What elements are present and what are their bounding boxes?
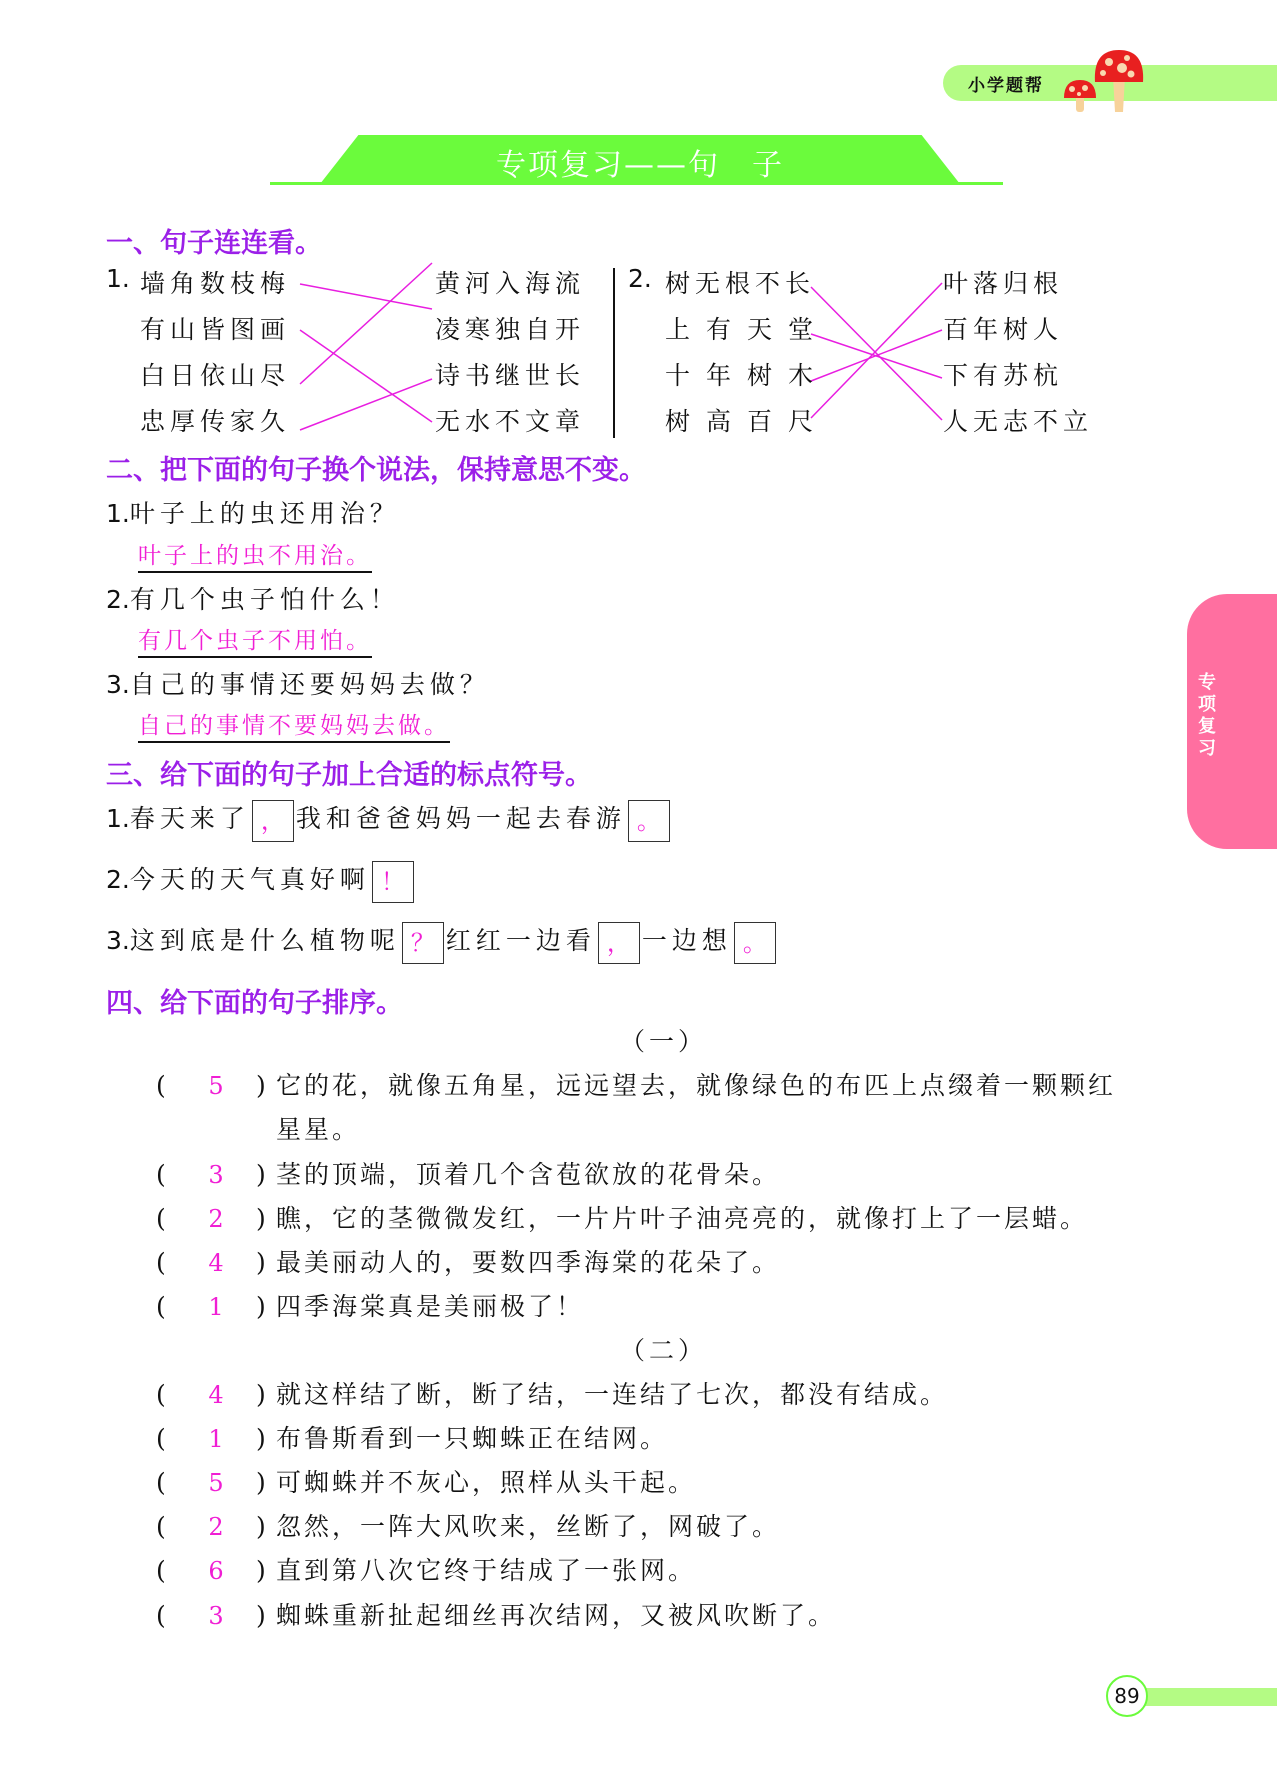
rewrite-answer-1[interactable]: 叶子上的虫不用治。 [138,537,372,573]
section2-heading: 二、把下面的句子换个说法，保持意思不变。 [106,455,646,486]
match2-left-0: 树无根不长 [665,269,816,298]
page-title: 专项复习——句 子 [496,148,784,183]
match1-left-1: 有山皆图画 [140,315,291,344]
match-lines [0,0,1277,460]
match1-right-3: 无水不文章 [435,407,586,436]
section4-heading: 四、给下面的句子排序。 [106,988,403,1019]
order-group-2-label: （二） [620,1336,708,1365]
match2-right-1: 百年树人 [943,315,1064,344]
order-number[interactable]: 4 [208,1249,224,1277]
order-row: ( 6 ) 直到第八次它终于结成了一张网。 [156,1556,697,1585]
punct-box[interactable]: ？ [402,922,444,964]
match2-left-2: 十年树木 [665,361,830,390]
punct-item-2: 2.今天的天气真好啊 ！ [106,860,416,903]
order-number[interactable]: 2 [208,1205,224,1233]
rewrite-question-2: 2.有几个虫子怕什么！ [106,585,400,614]
match1-number: 1. [106,264,130,293]
rewrite-answer-2[interactable]: 有几个虫子不用怕。 [138,622,372,658]
order-number[interactable]: 1 [208,1425,224,1453]
order-row: ( 4 ) 最美丽动人的，要数四季海棠的花朵了。 [156,1248,781,1277]
match2-number: 2. [628,264,652,293]
punct-box[interactable]: ， [252,800,294,842]
order-number[interactable]: 5 [208,1469,224,1497]
section3-heading: 三、给下面的句子加上合适的标点符号。 [106,760,592,791]
match1-right-1: 凌寒独自开 [435,315,586,344]
punct-box[interactable]: 。 [734,922,776,964]
match1-left-0: 墙角数枝梅 [140,269,291,298]
match1-left-3: 忠厚传家久 [140,407,291,436]
section1-heading: 一、句子连连看。 [106,228,322,259]
order-row: ( 3 ) 茎的顶端，顶着几个含苞欲放的花骨朵。 [156,1160,781,1189]
side-tab-label: 专项复习 [1198,672,1216,759]
match1-right-2: 诗书继世长 [435,361,586,390]
order-number[interactable]: 1 [208,1293,224,1321]
match2-right-0: 叶落归根 [943,269,1064,298]
match2-right-3: 人无志不立 [943,407,1094,436]
order-row: ( 1 ) 四季海棠真是美丽极了！ [156,1292,585,1321]
order-row: ( 4 ) 就这样结了断，断了结，一连结了七次，都没有结成。 [156,1380,949,1409]
match1-right-0: 黄河入海流 [435,269,586,298]
punct-box[interactable]: ， [598,922,640,964]
punct-item-3: 3.这到底是什么植物呢 ？ 红红一边看 ， 一边想 。 [106,921,778,964]
order-row: ( 1 ) 布鲁斯看到一只蜘蛛正在结网。 [156,1424,669,1453]
match2-right-2: 下有苏杭 [943,361,1064,390]
order-number[interactable]: 5 [208,1072,224,1100]
order-row-continuation: 星星。 [276,1115,361,1144]
brand-name: 小学题帮 [968,76,1044,96]
page-number: 89 [1106,1675,1148,1717]
order-number[interactable]: 3 [208,1161,224,1189]
match2-left-3: 树高百尺 [665,407,830,436]
match2-left-1: 上有天堂 [665,315,830,344]
page-number-bar [1144,1688,1277,1706]
order-row: ( 3 ) 蜘蛛重新扯起细丝再次结网，又被风吹断了。 [156,1601,837,1630]
order-number[interactable]: 4 [208,1381,224,1409]
order-group-1-label: （一） [620,1027,708,1056]
rewrite-answer-3[interactable]: 自己的事情不要妈妈去做。 [138,707,450,743]
order-number[interactable]: 3 [208,1602,224,1630]
punct-box[interactable]: ！ [372,861,414,903]
match1-left-2: 白日依山尽 [140,361,291,390]
order-row: ( 5 ) 可蜘蛛并不灰心，照样从头干起。 [156,1468,697,1497]
punct-item-1: 1.春天来了 ， 我和爸爸妈妈一起去春游 。 [106,799,672,842]
order-row: ( 5 ) 它的花，就像五角星，远远望去，就像绿色的布匹上点缀着一颗颗红 [156,1071,1117,1100]
punct-box[interactable]: 。 [628,800,670,842]
order-number[interactable]: 6 [208,1557,224,1585]
order-row: ( 2 ) 忽然，一阵大风吹来，丝断了，网破了。 [156,1512,781,1541]
order-row: ( 2 ) 瞧，它的茎微微发红，一片片叶子油亮亮的，就像打上了一层蜡。 [156,1204,1089,1233]
rewrite-question-1: 1.叶子上的虫还用治？ [106,499,400,528]
order-number[interactable]: 2 [208,1513,224,1541]
column-divider [613,268,615,438]
rewrite-question-3: 3.自己的事情还要妈妈去做？ [106,670,490,699]
